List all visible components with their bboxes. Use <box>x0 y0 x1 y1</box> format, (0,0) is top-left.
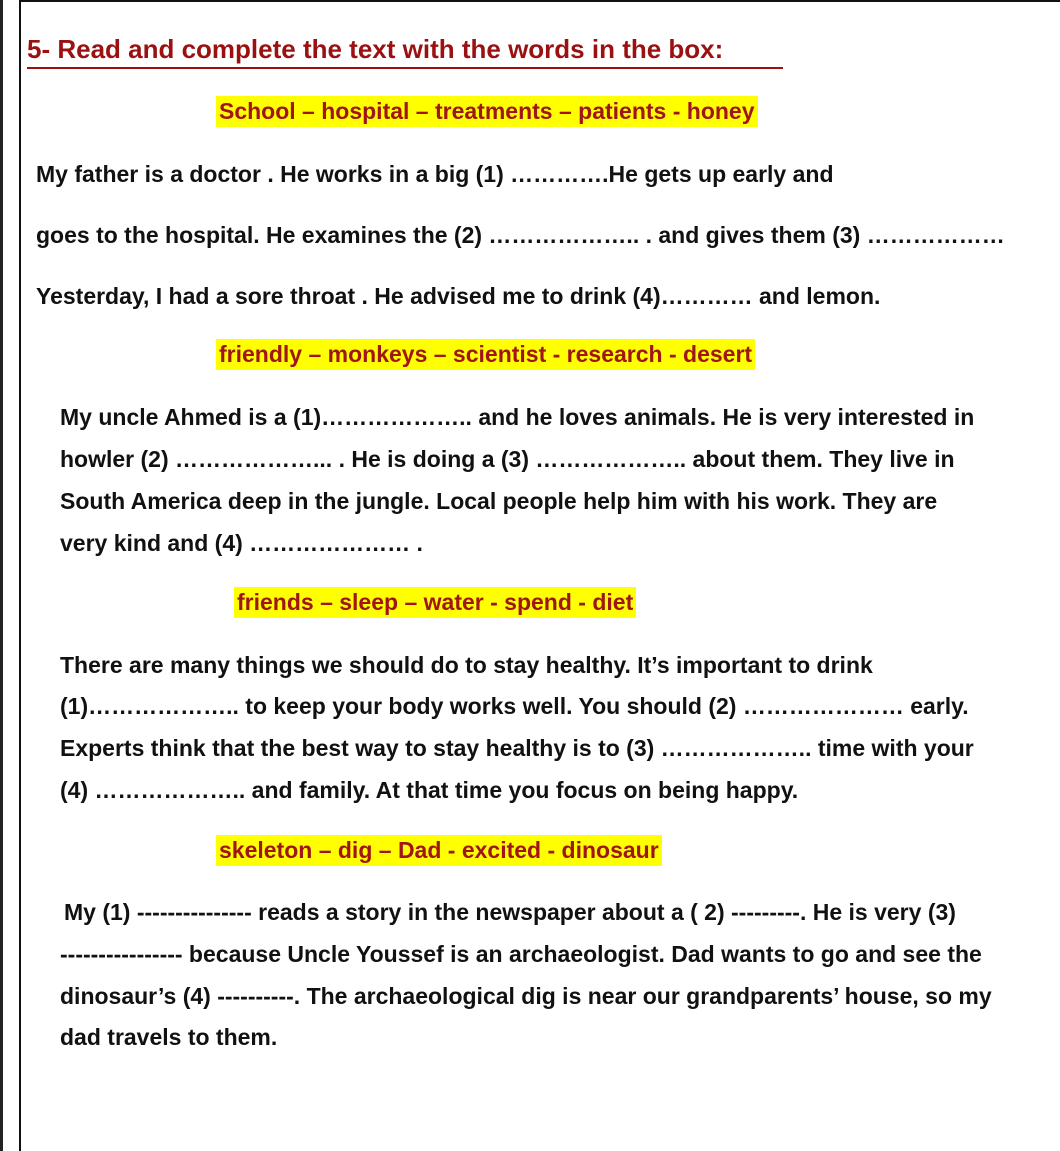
word-box-2: friendly – monkeys – scientist - research - desert <box>216 339 755 370</box>
word-box-1: School – hospital – treatments – patients - honey <box>216 96 758 127</box>
section-1-line-1: My father is a doctor . He works in a big (1) ………….He gets up early and <box>36 161 834 187</box>
section-3-line-1: There are many things we should do to stay healthy. It’s important to drink <box>60 652 873 678</box>
section-3-line-3: Experts think that the best way to stay healthy is to (3) ……………….. time with your <box>60 735 974 761</box>
section-3-line-4: (4) ……………….. and family. At that time you focus on being happy. <box>60 777 799 803</box>
section-1-line-3: Yesterday, I had a sore throat . He advised me to drink (4)………… and lemon. <box>36 283 881 309</box>
word-box-4: skeleton – dig – Dad - excited - dinosaur <box>216 835 662 866</box>
exercise-title: 5- Read and complete the text with the words in the box: <box>27 34 783 69</box>
section-3-line-2: (1)……………….. to keep your body works well. You should (2) ………………… early. <box>60 693 969 719</box>
section-2-line-2: howler (2) ………………... . He is doing a (3) ……………….. about them. They live in <box>60 446 955 472</box>
section-2-line-1: My uncle Ahmed is a (1)……………….. and he loves animals. He is very interested in <box>60 404 975 430</box>
section-4-line-3: dinosaur’s (4) ----------. The archaeological dig is near our grandparents’ house, so my <box>60 983 992 1009</box>
left-edge-line <box>0 0 3 1151</box>
section-2-line-3: South America deep in the jungle. Local people help him with his work. They are <box>60 488 938 514</box>
section-4-line-2: ---------------- because Uncle Youssef is an archaeologist. Dad wants to go and see the <box>60 941 982 967</box>
section-2-line-4: very kind and (4) ………………… . <box>60 530 423 556</box>
word-box-3: friends – sleep – water - spend - diet <box>234 587 636 618</box>
section-4-line-4: dad travels to them. <box>60 1024 278 1050</box>
section-4-line-1: My (1) --------------- reads a story in the newspaper about a ( 2) ---------. He is very (3) <box>64 899 956 925</box>
section-1-line-2: goes to the hospital. He examines the (2) ……………….. . and gives them (3) ……………… <box>36 222 1005 248</box>
